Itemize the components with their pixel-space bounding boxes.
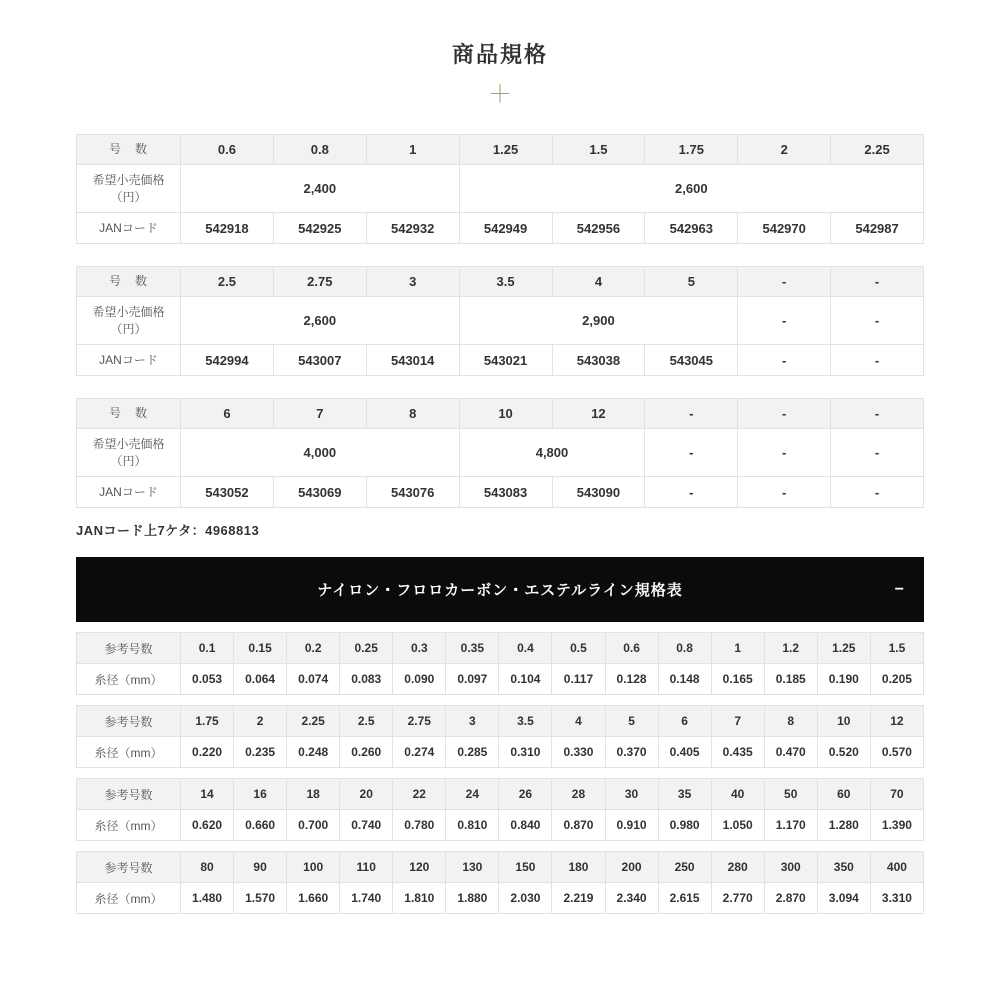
ref-size-header-cell: 200 [605,852,658,883]
ref-size-header-cell: 1 [711,633,764,664]
diameter-value-cell: 0.470 [764,737,817,768]
diameter-value-cell: 0.248 [287,737,340,768]
diameter-value-cell: 0.117 [552,664,605,695]
diameter-value-cell: 0.090 [393,664,446,695]
diameter-value-cell: 1.570 [234,883,287,914]
ref-size-header-cell: 10 [817,706,870,737]
size-header-cell: 2.5 [181,267,274,297]
ref-size-header-cell: 1.25 [817,633,870,664]
size-header-cell: 2 [738,135,831,165]
product-spec-table [76,266,924,376]
jan-code-cell: 542970 [738,213,831,244]
diameter-value-cell: 3.310 [870,883,923,914]
diameter-value-cell: 0.074 [287,664,340,695]
jan-code-cell: 542932 [366,213,459,244]
diameter-value-cell: 0.190 [817,664,870,695]
ref-size-label: 参考号数 [77,706,181,737]
jan-code-cell: 542956 [552,213,645,244]
size-header-cell: 3 [366,267,459,297]
diameter-value-cell: 0.285 [446,737,499,768]
ref-size-header-cell: 3.5 [499,706,552,737]
ref-size-header-cell: 26 [499,779,552,810]
jan-code-cell: 542987 [831,213,924,244]
price-cell: 2,900 [459,297,738,345]
jan-code-cell: - [645,477,738,508]
ref-size-header-cell: 18 [287,779,340,810]
spec-tables-section [76,134,924,508]
jan-code-cell: 542994 [181,345,274,376]
jan-code-cell: 542963 [645,213,738,244]
jan-code-cell: 543021 [459,345,552,376]
ref-size-header-cell: 50 [764,779,817,810]
jan-code-cell: 543007 [273,345,366,376]
diameter-value-cell: 2.030 [499,883,552,914]
ref-size-header-cell: 180 [552,852,605,883]
diameter-value-cell: 0.570 [870,737,923,768]
diameter-value-cell: 1.050 [711,810,764,841]
ref-size-header-cell: 30 [605,779,658,810]
diameter-value-cell: 0.370 [605,737,658,768]
jan-row-label: JANコード [77,345,181,376]
size-header-cell: 7 [273,399,366,429]
ref-size-header-cell: 120 [393,852,446,883]
ref-size-header-cell: 130 [446,852,499,883]
ref-size-label: 参考号数 [77,779,181,810]
ref-size-header-cell: 100 [287,852,340,883]
ref-size-header-cell: 2.75 [393,706,446,737]
ref-size-header-cell: 0.4 [499,633,552,664]
diameter-value-cell: 0.274 [393,737,446,768]
jan-code-cell: - [831,345,924,376]
ref-size-header-cell: 280 [711,852,764,883]
price-cell: 4,000 [181,429,460,477]
ref-size-header-cell: 8 [764,706,817,737]
ref-size-header-cell: 1.75 [181,706,234,737]
price-row-label: 希望小売価格（円） [77,165,181,213]
diameter-value-cell: 0.840 [499,810,552,841]
product-spec-page [76,0,924,974]
diameter-value-cell: 0.128 [605,664,658,695]
size-header-cell: - [831,267,924,297]
diameter-tables-section [76,632,924,914]
ref-size-header-cell: 5 [605,706,658,737]
diameter-spec-table [76,632,924,695]
ref-size-header-cell: 0.3 [393,633,446,664]
diameter-value-cell: 0.520 [817,737,870,768]
ref-size-label: 参考号数 [77,633,181,664]
diameter-value-cell: 0.405 [658,737,711,768]
ref-size-header-cell: 1.5 [870,633,923,664]
jan-code-cell: 542918 [181,213,274,244]
ref-size-label: 参考号数 [77,852,181,883]
diameter-value-cell: 0.097 [446,664,499,695]
ref-size-header-cell: 350 [817,852,870,883]
accordion-title: ナイロン・フロロカーボン・エステルライン規格表 [317,582,683,599]
diameter-value-cell: 0.310 [499,737,552,768]
price-cell: - [831,297,924,345]
size-header-cell: - [738,267,831,297]
size-header-cell: 1.5 [552,135,645,165]
diameter-spec-table [76,851,924,914]
jan-code-cell: 543083 [459,477,552,508]
jan-code-cell: 543045 [645,345,738,376]
diameter-value-cell: 1.880 [446,883,499,914]
price-row-label: 希望小売価格（円） [77,429,181,477]
jan-code-cell: 543069 [273,477,366,508]
ref-size-header-cell: 0.8 [658,633,711,664]
size-header-cell: 1.75 [645,135,738,165]
price-cell: 4,800 [459,429,645,477]
diameter-value-cell: 0.104 [499,664,552,695]
diameter-value-cell: 1.810 [393,883,446,914]
price-cell: - [831,429,924,477]
size-header-cell: 10 [459,399,552,429]
size-header-cell: 2.75 [273,267,366,297]
diameter-row-label: 糸径（mm） [77,883,181,914]
jan-code-cell: - [831,477,924,508]
ref-size-header-cell: 6 [658,706,711,737]
diameter-value-cell: 0.330 [552,737,605,768]
size-header-cell: - [831,399,924,429]
ref-size-header-cell: 0.5 [552,633,605,664]
ref-size-header-cell: 70 [870,779,923,810]
diameter-value-cell: 1.170 [764,810,817,841]
ref-size-header-cell: 0.2 [287,633,340,664]
size-header-cell: 6 [181,399,274,429]
jan-code-cell: 543090 [552,477,645,508]
ref-size-header-cell: 16 [234,779,287,810]
ref-size-header-cell: 0.25 [340,633,393,664]
diameter-value-cell: 0.870 [552,810,605,841]
size-header-cell: 2.25 [831,135,924,165]
size-header-cell: 0.8 [273,135,366,165]
diameter-value-cell: 0.165 [711,664,764,695]
diameter-value-cell: 1.390 [870,810,923,841]
diameter-value-cell: 0.053 [181,664,234,695]
diameter-value-cell: 0.235 [234,737,287,768]
diameter-value-cell: 2.340 [605,883,658,914]
price-row-label: 希望小売価格（円） [77,297,181,345]
ref-size-header-cell: 35 [658,779,711,810]
jan-code-cell: - [738,345,831,376]
diameter-spec-table [76,778,924,841]
size-header-cell: 4 [552,267,645,297]
ref-size-header-cell: 28 [552,779,605,810]
diameter-row-label: 糸径（mm） [77,737,181,768]
diameter-value-cell: 1.660 [287,883,340,914]
jan-code-cell: 543038 [552,345,645,376]
ref-size-header-cell: 2 [234,706,287,737]
diameter-spec-table [76,705,924,768]
diameter-value-cell: 2.770 [711,883,764,914]
diameter-value-cell: 1.280 [817,810,870,841]
collapse-toggle-icon[interactable]: − [894,580,904,598]
ref-size-header-cell: 250 [658,852,711,883]
ref-size-header-cell: 40 [711,779,764,810]
size-header-cell: - [645,399,738,429]
jan-code-cell: 543052 [181,477,274,508]
size-header-cell: 1 [366,135,459,165]
jan-code-cell: 542925 [273,213,366,244]
ref-size-header-cell: 24 [446,779,499,810]
size-header-cell: 12 [552,399,645,429]
jan-code-cell: 542949 [459,213,552,244]
diameter-value-cell: 0.700 [287,810,340,841]
diameter-value-cell: 0.435 [711,737,764,768]
diameter-value-cell: 0.740 [340,810,393,841]
diameter-value-cell: 0.620 [181,810,234,841]
diameter-value-cell: 0.083 [340,664,393,695]
price-cell: 2,600 [181,297,460,345]
diameter-value-cell: 0.980 [658,810,711,841]
ref-size-header-cell: 400 [870,852,923,883]
size-header-cell: 5 [645,267,738,297]
ref-size-header-cell: 0.1 [181,633,234,664]
price-cell: 2,400 [181,165,460,213]
ref-size-header-cell: 1.2 [764,633,817,664]
jan-code-cell: - [738,477,831,508]
size-row-label: 号 数 [77,135,181,165]
diameter-value-cell: 2.870 [764,883,817,914]
ref-size-header-cell: 20 [340,779,393,810]
price-cell: - [738,429,831,477]
diameter-value-cell: 0.148 [658,664,711,695]
ref-size-header-cell: 90 [234,852,287,883]
diameter-value-cell: 3.094 [817,883,870,914]
product-spec-table [76,134,924,244]
ref-size-header-cell: 60 [817,779,870,810]
size-row-label: 号 数 [77,267,181,297]
size-header-cell: 0.6 [181,135,274,165]
diameter-value-cell: 1.480 [181,883,234,914]
diameter-value-cell: 2.219 [552,883,605,914]
diameter-value-cell: 0.780 [393,810,446,841]
ref-size-header-cell: 12 [870,706,923,737]
jan-code-note: JANコード上7ケタ：4968813 [76,523,260,538]
ref-size-header-cell: 2.5 [340,706,393,737]
ref-size-header-cell: 0.35 [446,633,499,664]
diameter-row-label: 糸径（mm） [77,810,181,841]
page-title: 商品規格 [451,42,548,67]
diameter-row-label: 糸径（mm） [77,664,181,695]
diameter-value-cell: 0.810 [446,810,499,841]
diameter-value-cell: 0.205 [870,664,923,695]
ref-size-header-cell: 150 [499,852,552,883]
ref-size-header-cell: 0.6 [605,633,658,664]
ref-size-header-cell: 80 [181,852,234,883]
diameter-value-cell: 0.220 [181,737,234,768]
ref-size-header-cell: 3 [446,706,499,737]
ref-size-header-cell: 14 [181,779,234,810]
size-row-label: 号 数 [77,399,181,429]
diameter-value-cell: 0.064 [234,664,287,695]
ref-size-header-cell: 0.15 [234,633,287,664]
price-cell: 2,600 [459,165,923,213]
ref-size-header-cell: 110 [340,852,393,883]
expand-toggle-icon[interactable]: ＋ [488,81,512,108]
price-cell: - [738,297,831,345]
diameter-value-cell: 2.615 [658,883,711,914]
price-cell: - [645,429,738,477]
diameter-value-cell: 0.660 [234,810,287,841]
ref-size-header-cell: 4 [552,706,605,737]
diameter-value-cell: 0.185 [764,664,817,695]
product-spec-table [76,398,924,508]
ref-size-header-cell: 2.25 [287,706,340,737]
line-spec-accordion-header[interactable] [76,557,924,622]
size-header-cell: 8 [366,399,459,429]
jan-row-label: JANコード [77,213,181,244]
jan-code-cell: 543076 [366,477,459,508]
jan-code-cell: 543014 [366,345,459,376]
diameter-value-cell: 0.910 [605,810,658,841]
size-header-cell: 3.5 [459,267,552,297]
diameter-value-cell: 0.260 [340,737,393,768]
ref-size-header-cell: 7 [711,706,764,737]
size-header-cell: - [738,399,831,429]
ref-size-header-cell: 22 [393,779,446,810]
diameter-value-cell: 1.740 [340,883,393,914]
size-header-cell: 1.25 [459,135,552,165]
ref-size-header-cell: 300 [764,852,817,883]
jan-row-label: JANコード [77,477,181,508]
